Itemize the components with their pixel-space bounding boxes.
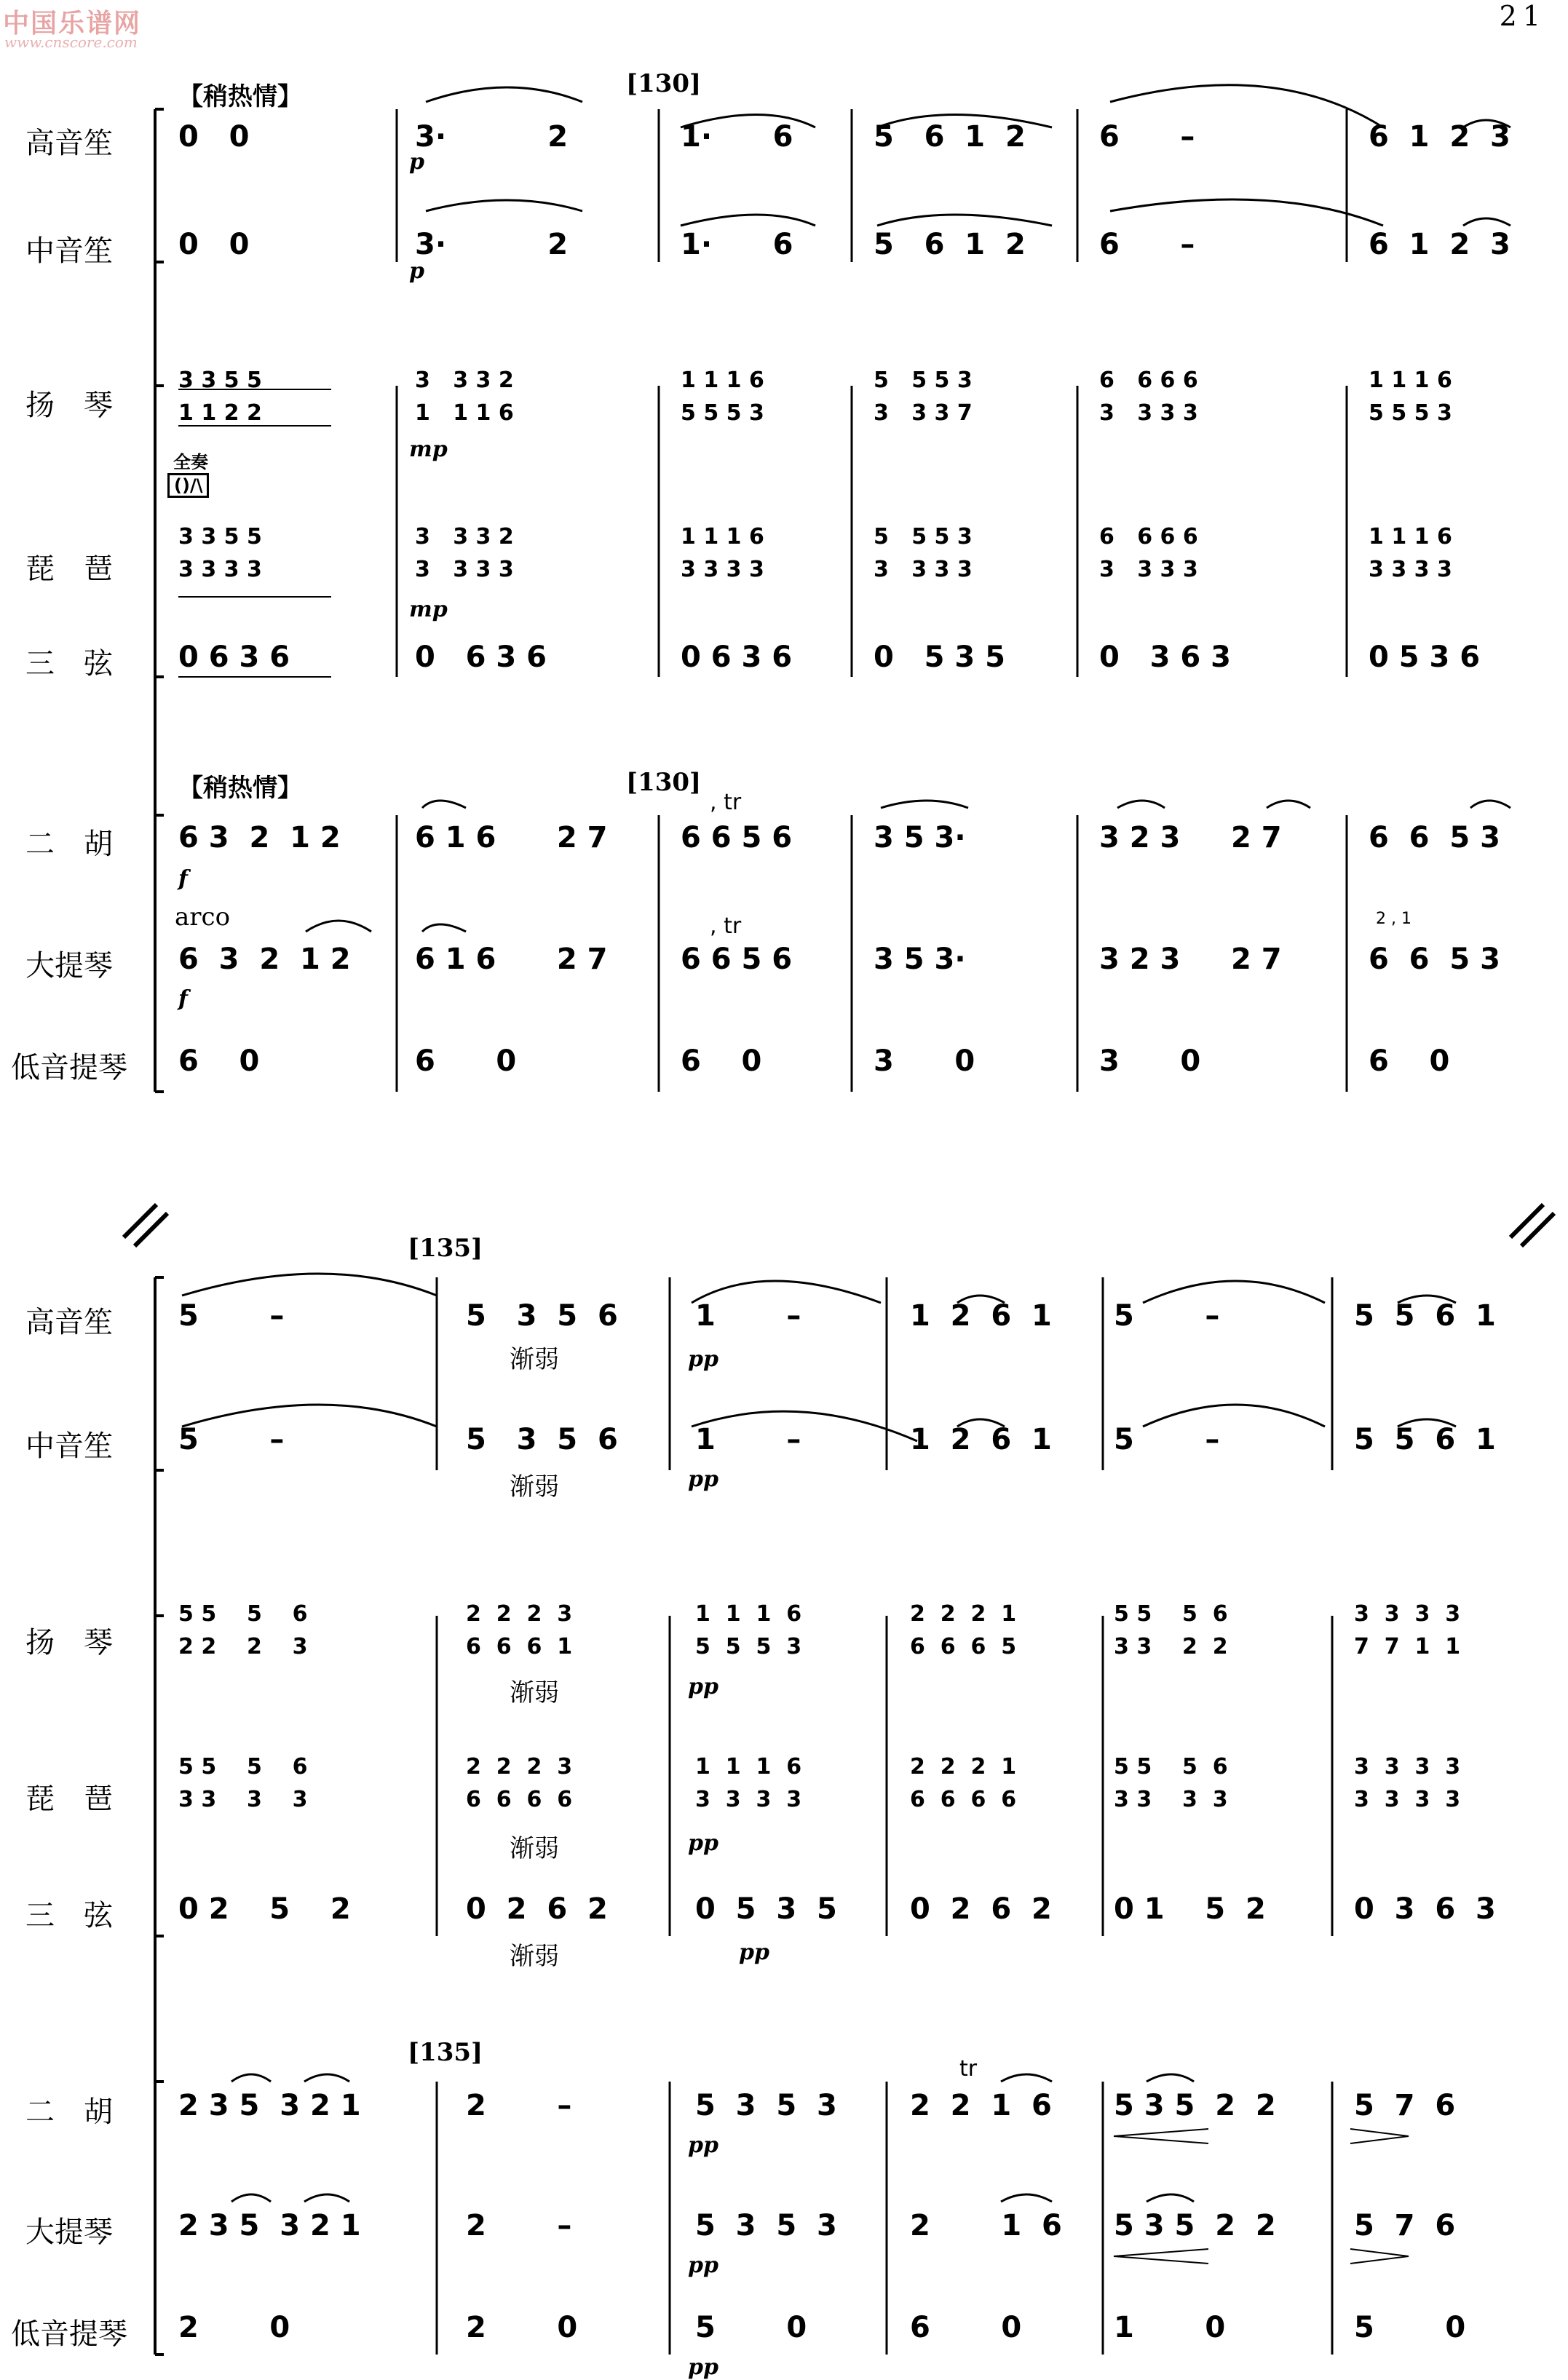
dyn-mp-2: mp xyxy=(409,597,448,622)
s1-diyin-m2: 6 0 xyxy=(415,1044,517,1078)
s2-zhongyin-m5: 5 – xyxy=(1114,1423,1220,1456)
s1-erhu-m6: 6 6 5 3 xyxy=(1369,821,1500,854)
s1-gaoyin-m3: 1· 6 xyxy=(681,120,793,154)
s2-erhu-m5: 5 3 5 2 2 xyxy=(1114,2089,1276,2122)
s2-pipa-lower-m3: 3 3 3 3 xyxy=(695,1787,802,1812)
s2-erhu-m6: 5 7 6 xyxy=(1354,2089,1456,2122)
s1-diyin-m4: 3 0 xyxy=(874,1044,975,1078)
s2-yangqin-upper-m1: 5 5 5 6 xyxy=(178,1601,308,1627)
s1-yangqin-lower-m5: 3 3 3 3 xyxy=(1099,400,1198,426)
s1-yangqin-lower-m6: 5 5 5 3 xyxy=(1369,400,1452,426)
decresc-2: 渐弱 xyxy=(510,1472,559,1502)
s2-datiqin-m2: 2 – xyxy=(466,2209,572,2242)
s2-datiqin-m6: 5 7 6 xyxy=(1354,2209,1456,2242)
s2-diyin-m6: 5 0 xyxy=(1354,2311,1466,2344)
s1-gaoyin-m6: 6 1 2 3 xyxy=(1369,120,1510,154)
s2-sanxian-m4: 0 2 6 2 xyxy=(910,1892,1052,1926)
s1-yangqin-upper-m3: 1 1 1 6 xyxy=(681,368,764,393)
dyn-pp-6: pp xyxy=(688,2133,718,2158)
label-datiqin-1: 大提琴 xyxy=(25,949,113,983)
s1-zhongyin-m1: 0 0 xyxy=(178,228,250,261)
decresc-3: 渐弱 xyxy=(510,1678,559,1707)
dyn-pp-8: pp xyxy=(688,2355,718,2380)
s2-yangqin-lower-m6: 7 7 1 1 xyxy=(1354,1634,1461,1659)
label-sanxian-1: 三 弦 xyxy=(25,647,113,681)
s2-sanxian-m6: 0 3 6 3 xyxy=(1354,1892,1496,1926)
s2-pipa-upper-m6: 3 3 3 3 xyxy=(1354,1754,1461,1780)
s2-sanxian-m2: 0 2 6 2 xyxy=(466,1892,608,1926)
tempo-mark-1: 【稍热情】 xyxy=(178,82,302,111)
s1-datiqin-m4: 3 5 3· xyxy=(874,943,966,976)
s2-gaoyin-m3: 1 – xyxy=(695,1299,801,1333)
dyn-pp-1: pp xyxy=(688,1346,718,1372)
s2-datiqin-m4: 2 1 6 xyxy=(910,2209,1062,2242)
s1-gaoyin-m2: 3· 2 xyxy=(415,120,569,154)
s1-pipa-lower-m6: 3 3 3 3 xyxy=(1369,557,1452,582)
s1-yangqin-upper-m4: 5 5 5 3 xyxy=(874,368,973,393)
s1-pipa-upper-m2: 3 3 3 2 xyxy=(415,524,514,550)
s1-pipa-upper-m3: 1 1 1 6 xyxy=(681,524,764,550)
s1-yangqin-upper-m2: 3 3 3 2 xyxy=(415,368,514,393)
dyn-pp-2: pp xyxy=(688,1467,718,1492)
s2-yangqin-lower-m4: 6 6 6 5 xyxy=(910,1634,1017,1659)
s2-yangqin-upper-m3: 1 1 1 6 xyxy=(695,1601,802,1627)
decresc-4: 渐弱 xyxy=(510,1834,559,1863)
s2-zhongyin-m3: 1 – xyxy=(695,1423,801,1456)
tr-mark-1: , tr xyxy=(710,790,742,815)
s2-sanxian-m3: 0 5 3 5 xyxy=(695,1892,837,1926)
watermark-url: www.cnscore.com xyxy=(4,33,138,51)
s1-diyin-m1: 6 0 xyxy=(178,1044,260,1078)
label-gaoyin-sheng-1: 高音笙 xyxy=(25,127,113,160)
s2-gaoyin-m5: 5 – xyxy=(1114,1299,1220,1333)
s1-yangqin-upper-m6: 1 1 1 6 xyxy=(1369,368,1452,393)
s1-zhongyin-m3: 1· 6 xyxy=(681,228,793,261)
s1-yangqin-lower-m3: 5 5 5 3 xyxy=(681,400,764,426)
tempo-mark-2: 【稍热情】 xyxy=(178,774,302,803)
dyn-f-1: f xyxy=(178,866,188,892)
s2-pipa-upper-m5: 5 5 5 6 xyxy=(1114,1754,1228,1780)
s1-datiqin-m6: 6 6 5 3 xyxy=(1369,943,1500,976)
s1-pipa-lower-m1: 3 3 3 3 xyxy=(178,557,262,582)
s1-sanxian-m6: 0 5 3 6 xyxy=(1369,640,1481,674)
s1-sanxian-m4: 0 5 3 5 xyxy=(874,640,1005,674)
label-diyin-tiqin-2: 低音提琴 xyxy=(11,2317,127,2351)
s1-erhu-m3: 6 6 5 6 xyxy=(681,821,793,854)
s2-diyin-m4: 6 0 xyxy=(910,2311,1022,2344)
s1-sanxian-m2: 0 6 3 6 xyxy=(415,640,547,674)
s1-diyin-m6: 6 0 xyxy=(1369,1044,1450,1078)
dyn-p-2: p xyxy=(409,258,424,284)
s1-pipa-lower-m2: 3 3 3 3 xyxy=(415,557,514,582)
dyn-p-1: p xyxy=(409,149,424,175)
s1-sanxian-m1: 0 6 3 6 xyxy=(178,640,290,674)
rehearsal-135-b: [135] xyxy=(408,2038,483,2067)
s2-yangqin-upper-m4: 2 2 2 1 xyxy=(910,1601,1017,1627)
s2-yangqin-lower-m2: 6 6 6 1 xyxy=(466,1634,573,1659)
label-zhongyin-sheng-2: 中音笙 xyxy=(25,1429,113,1463)
s2-sanxian-m5: 0 1 5 2 xyxy=(1114,1892,1266,1926)
s2-pipa-lower-m4: 6 6 6 6 xyxy=(910,1787,1017,1812)
dyn-pp-5: pp xyxy=(739,1940,769,1965)
s2-pipa-upper-m1: 5 5 5 6 xyxy=(178,1754,308,1780)
label-pipa-1: 琵 琶 xyxy=(25,552,113,586)
s2-pipa-upper-m3: 1 1 1 6 xyxy=(695,1754,802,1780)
page-number: 21 xyxy=(1499,0,1546,32)
s2-zhongyin-m4: 1 2 6 1 xyxy=(910,1423,1052,1456)
s1-datiqin-m2: 6 1 6 2 7 xyxy=(415,943,608,976)
s1-zhongyin-m5: 6 – xyxy=(1099,228,1195,261)
s1-yangqin-lower-m1: 1 1 2 2 xyxy=(178,400,262,426)
dyn-mp-1: mp xyxy=(409,437,448,462)
s1-zhongyin-m4: 5 6 1 2 xyxy=(874,228,1026,261)
s1-diyin-m5: 3 0 xyxy=(1099,1044,1201,1078)
s2-erhu-m2: 2 – xyxy=(466,2089,572,2122)
decresc-5: 渐弱 xyxy=(510,1942,559,1971)
s2-pipa-lower-m5: 3 3 3 3 xyxy=(1114,1787,1228,1812)
s1-diyin-m3: 6 0 xyxy=(681,1044,762,1078)
s2-gaoyin-m2: 5 3 5 6 xyxy=(466,1299,618,1333)
s2-gaoyin-m6: 5 5 6 1 xyxy=(1354,1299,1496,1333)
s1-sanxian-m3: 0 6 3 6 xyxy=(681,640,793,674)
s2-yangqin-lower-m1: 2 2 2 3 xyxy=(178,1634,308,1659)
s1-gaoyin-m4: 5 6 1 2 xyxy=(874,120,1026,154)
tutti-mark: 全奏 xyxy=(173,452,208,472)
label-sanxian-2: 三 弦 xyxy=(25,1899,113,1932)
s2-diyin-m5: 1 0 xyxy=(1114,2311,1226,2344)
s2-datiqin-m1: 2 3 5 3 2 1 xyxy=(178,2209,361,2242)
s1-erhu-m2: 6 1 6 2 7 xyxy=(415,821,608,854)
s2-diyin-m2: 2 0 xyxy=(466,2311,578,2344)
fingering-mark: 2 , 1 xyxy=(1376,910,1411,928)
s2-yangqin-lower-m3: 5 5 5 3 xyxy=(695,1634,802,1659)
label-datiqin-2: 大提琴 xyxy=(25,2216,113,2249)
s2-erhu-m3: 5 3 5 3 xyxy=(695,2089,837,2122)
dyn-pp-3: pp xyxy=(688,1674,718,1699)
s2-pipa-lower-m2: 6 6 6 6 xyxy=(466,1787,573,1812)
s2-gaoyin-m1: 5 – xyxy=(178,1299,285,1333)
label-pipa-2: 琵 琶 xyxy=(25,1782,113,1816)
s2-pipa-lower-m6: 3 3 3 3 xyxy=(1354,1787,1461,1812)
s1-datiqin-m5: 3 2 3 2 7 xyxy=(1099,943,1282,976)
rehearsal-130-b: [130] xyxy=(626,768,702,797)
rehearsal-130-a: [130] xyxy=(626,69,702,98)
s1-gaoyin-m5: 6 – xyxy=(1099,120,1195,154)
s1-pipa-upper-m6: 1 1 1 6 xyxy=(1369,524,1452,550)
s1-yangqin-upper-m1: 3 3 5 5 xyxy=(178,368,262,393)
s1-pipa-lower-m4: 3 3 3 3 xyxy=(874,557,973,582)
s1-datiqin-m3: 6 6 5 6 xyxy=(681,943,793,976)
s1-pipa-lower-m5: 3 3 3 3 xyxy=(1099,557,1198,582)
s1-pipa-lower-m3: 3 3 3 3 xyxy=(681,557,764,582)
tutti-box: ()/\ xyxy=(167,473,209,498)
label-yangqin-2: 扬 琴 xyxy=(25,1626,113,1659)
s2-zhongyin-m2: 5 3 5 6 xyxy=(466,1423,618,1456)
label-gaoyin-sheng-2: 高音笙 xyxy=(25,1306,113,1339)
label-erhu-1: 二 胡 xyxy=(25,828,113,861)
s2-pipa-lower-m1: 3 3 3 3 xyxy=(178,1787,308,1812)
rehearsal-135-a: [135] xyxy=(408,1234,483,1263)
s2-zhongyin-m6: 5 5 6 1 xyxy=(1354,1423,1496,1456)
s2-datiqin-m5: 5 3 5 2 2 xyxy=(1114,2209,1276,2242)
dyn-pp-4: pp xyxy=(688,1830,718,1856)
s1-erhu-m1: 6 3 2 1 2 xyxy=(178,821,341,854)
s2-gaoyin-m4: 1 2 6 1 xyxy=(910,1299,1052,1333)
label-diyin-tiqin-1: 低音提琴 xyxy=(11,1051,127,1084)
tr-mark-3: tr xyxy=(959,2056,978,2082)
watermark-title: 中国乐谱网 xyxy=(3,8,142,39)
label-zhongyin-sheng-1: 中音笙 xyxy=(25,234,113,268)
s2-yangqin-upper-m6: 3 3 3 3 xyxy=(1354,1601,1461,1627)
s1-yangqin-upper-m5: 6 6 6 6 xyxy=(1099,368,1198,393)
arco-mark: arco xyxy=(175,903,231,932)
s2-diyin-m3: 5 0 xyxy=(695,2311,807,2344)
s1-yangqin-lower-m2: 1 1 1 6 xyxy=(415,400,514,426)
s1-zhongyin-m6: 6 1 2 3 xyxy=(1369,228,1510,261)
s1-erhu-m5: 3 2 3 2 7 xyxy=(1099,821,1282,854)
label-erhu-2: 二 胡 xyxy=(25,2095,113,2129)
s2-yangqin-upper-m2: 2 2 2 3 xyxy=(466,1601,573,1627)
s2-yangqin-upper-m5: 5 5 5 6 xyxy=(1114,1601,1228,1627)
s1-gaoyin-m1: 0 0 xyxy=(178,120,250,154)
s2-diyin-m1: 2 0 xyxy=(178,2311,290,2344)
s1-zhongyin-m2: 3· 2 xyxy=(415,228,569,261)
decresc-1: 渐弱 xyxy=(510,1345,559,1374)
s2-erhu-m1: 2 3 5 3 2 1 xyxy=(178,2089,361,2122)
s2-yangqin-lower-m5: 3 3 2 2 xyxy=(1114,1634,1228,1659)
dyn-f-2: f xyxy=(178,986,188,1012)
dyn-pp-7: pp xyxy=(688,2253,718,2278)
s1-erhu-m4: 3 5 3· xyxy=(874,821,966,854)
s2-sanxian-m1: 0 2 5 2 xyxy=(178,1892,351,1926)
s2-datiqin-m3: 5 3 5 3 xyxy=(695,2209,837,2242)
tr-mark-2: , tr xyxy=(710,913,742,939)
s1-pipa-upper-m1: 3 3 5 5 xyxy=(178,524,262,550)
s1-pipa-upper-m4: 5 5 5 3 xyxy=(874,524,973,550)
s1-sanxian-m5: 0 3 6 3 xyxy=(1099,640,1231,674)
s2-pipa-upper-m2: 2 2 2 3 xyxy=(466,1754,573,1780)
s2-pipa-upper-m4: 2 2 2 1 xyxy=(910,1754,1017,1780)
s2-zhongyin-m1: 5 – xyxy=(178,1423,285,1456)
s1-datiqin-m1: 6 3 2 1 2 xyxy=(178,943,351,976)
s1-pipa-upper-m5: 6 6 6 6 xyxy=(1099,524,1198,550)
label-yangqin-1: 扬 琴 xyxy=(25,389,113,422)
s1-yangqin-lower-m4: 3 3 3 7 xyxy=(874,400,973,426)
s2-erhu-m4: 2 2 1 6 xyxy=(910,2089,1052,2122)
